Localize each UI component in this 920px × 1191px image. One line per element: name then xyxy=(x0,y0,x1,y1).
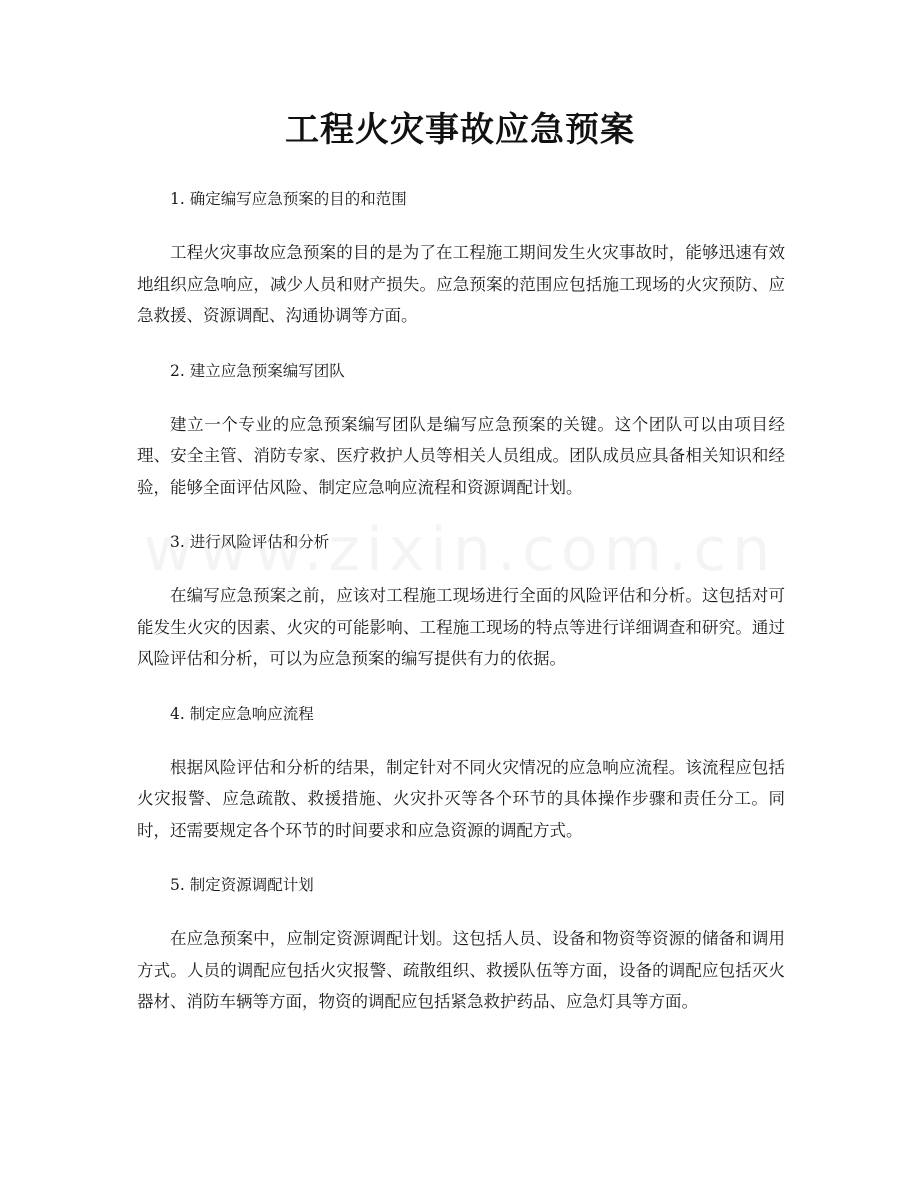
section-heading-3: 3. 进行风险评估和分析 xyxy=(170,533,330,551)
section-paragraph-2: 建立一个专业的应急预案编写团队是编写应急预案的关键。这个团队可以由项目经理、安全主管、消防专家、医疗救护人员等相关人员组成。团队成员应具备相关知识和经验，能够全面评估风险、制定应急响应流程和资源调配计划。 xyxy=(137,414,785,497)
section-paragraph-4: 根据风险评估和分析的结果，制定针对不同火灾情况的应急响应流程。该流程应包括火灾报警、应急疏散、救援措施、火灾扑灭等各个环节的具体操作步骤和责任分工。同时，还需要规定各个环节的时间要求和应急资源的调配方式。 xyxy=(137,757,785,840)
section-heading-2: 2. 建立应急预案编写团队 xyxy=(170,361,345,380)
section-paragraph-5: 在应急预案中，应制定资源调配计划。这包括人员、设备和物资等资源的储备和调用方式。人员的调配应包括火灾报警、疏散组织、救援队伍等方面，设备的调配应包括灭火器材、消防车辆等方面，物资的调配应包括紧急救护药品、应急灯具等方面。 xyxy=(137,929,785,1011)
section-heading-4: 4. 制定应急响应流程 xyxy=(170,704,314,723)
document-title: 工程火灾事故应急预案 xyxy=(285,110,635,150)
document-body xyxy=(137,184,785,1042)
section-heading-5: 5. 制定资源调配计划 xyxy=(170,876,314,894)
section-paragraph-3: 在编写应急预案之前，应该对工程施工现场进行全面的风险评估和分析。这包括对可能发生火灾的因素、火灾的可能影响、工程施工现场的特点等进行详细调查和研究。通过风险评估和分析，可以为应急预案的编写提供有力的依据。 xyxy=(137,586,785,668)
section-paragraph-1: 工程火灾事故应急预案的目的是为了在工程施工期间发生火灾事故时，能够迅速有效地组织应急响应，减少人员和财产损失。应急预案的范围应包括施工现场的火灾预防、应急救援、资源调配、沟通协调等方面。 xyxy=(137,243,785,325)
section-heading-1: 1. 确定编写应急预案的目的和范围 xyxy=(170,190,407,208)
